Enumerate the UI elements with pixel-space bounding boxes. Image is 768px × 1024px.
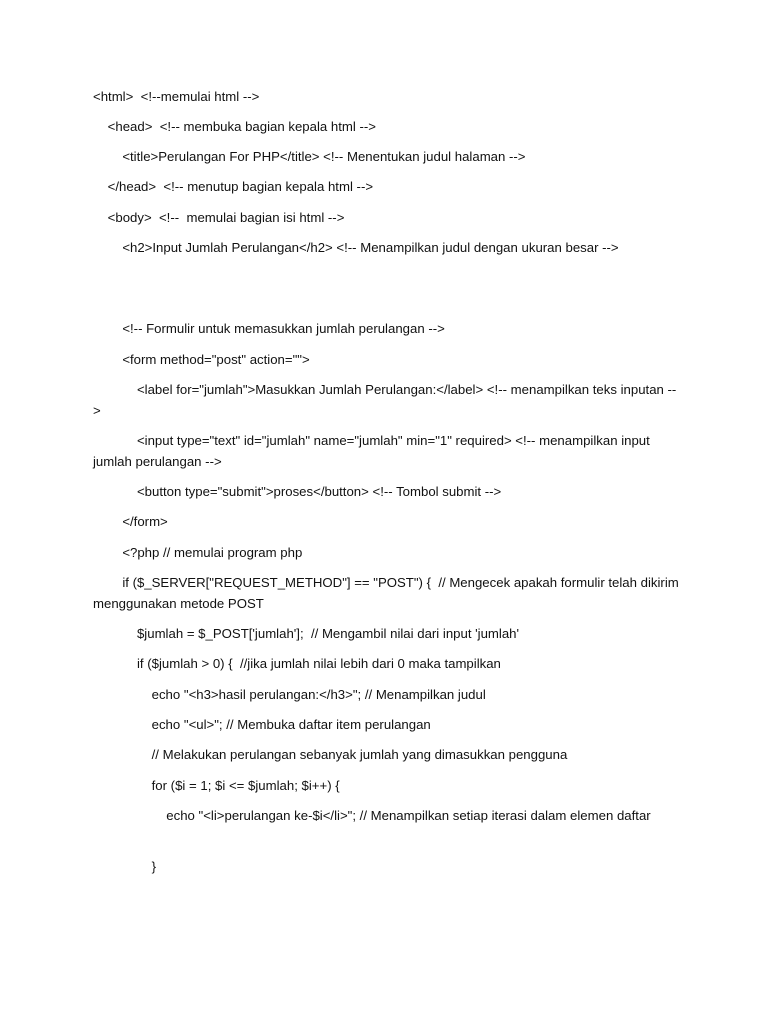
code-line-2: <head> <!-- membuka bagian kepala html --> [93, 119, 376, 134]
code-line-18: echo "<ul>"; // Membuka daftar item perulangan [93, 717, 431, 732]
code-line-10: <input type="text" id="jumlah" name="jumlah" min="1" required> <!-- menampilkan input jumlah perulangan --> [93, 433, 654, 469]
code-line-11: <button type="submit">proses</button> <!-- Tombol submit --> [93, 484, 502, 499]
code-line-5: <body> <!-- memulai bagian isi html --> [93, 210, 345, 225]
code-line-22: } [93, 859, 157, 874]
code-line-6: <h2>Input Jumlah Perulangan</h2> <!-- Menampilkan judul dengan ukuran besar --> [93, 240, 619, 255]
code-line-1: <html> <!--memulai html --> [93, 89, 260, 104]
code-line-3: <title>Perulangan For PHP</title> <!-- Menentukan judul halaman --> [93, 149, 526, 164]
code-line-12: </form> [93, 514, 168, 529]
code-line-20: for ($i = 1; $i <= $jumlah; $i++) { [93, 778, 340, 793]
code-line-4: </head> <!-- menutup bagian kepala html --> [93, 179, 374, 194]
code-line-9: <label for="jumlah">Masukkan Jumlah Perulangan:</label> <!-- menampilkan teks inputan --> [93, 382, 677, 418]
code-line-15: $jumlah = $_POST['jumlah']; // Mengambil nilai dari input 'jumlah' [93, 626, 520, 641]
code-line-7: <!-- Formulir untuk memasukkan jumlah perulangan --> [93, 321, 445, 336]
code-line-13: <?php // memulai program php [93, 545, 303, 560]
code-line-21: echo "<li>perulangan ke-$i</li>"; // Menampilkan setiap iterasi dalam elemen daftar [93, 808, 651, 823]
code-line-14: if ($_SERVER["REQUEST_METHOD"] == "POST") { // Mengecek apakah formulir telah dikirim menggunakan metode POST [93, 575, 683, 611]
code-line-16: if ($jumlah > 0) { //jika jumlah nilai lebih dari 0 maka tampilkan [93, 656, 501, 671]
code-line-17: echo "<h3>hasil perulangan:</h3>"; // Menampilkan judul [93, 687, 486, 702]
code-line-8: <form method="post" action=""> [93, 352, 310, 367]
code-line-19: // Melakukan perulangan sebanyak jumlah yang dimasukkan pengguna [93, 747, 568, 762]
